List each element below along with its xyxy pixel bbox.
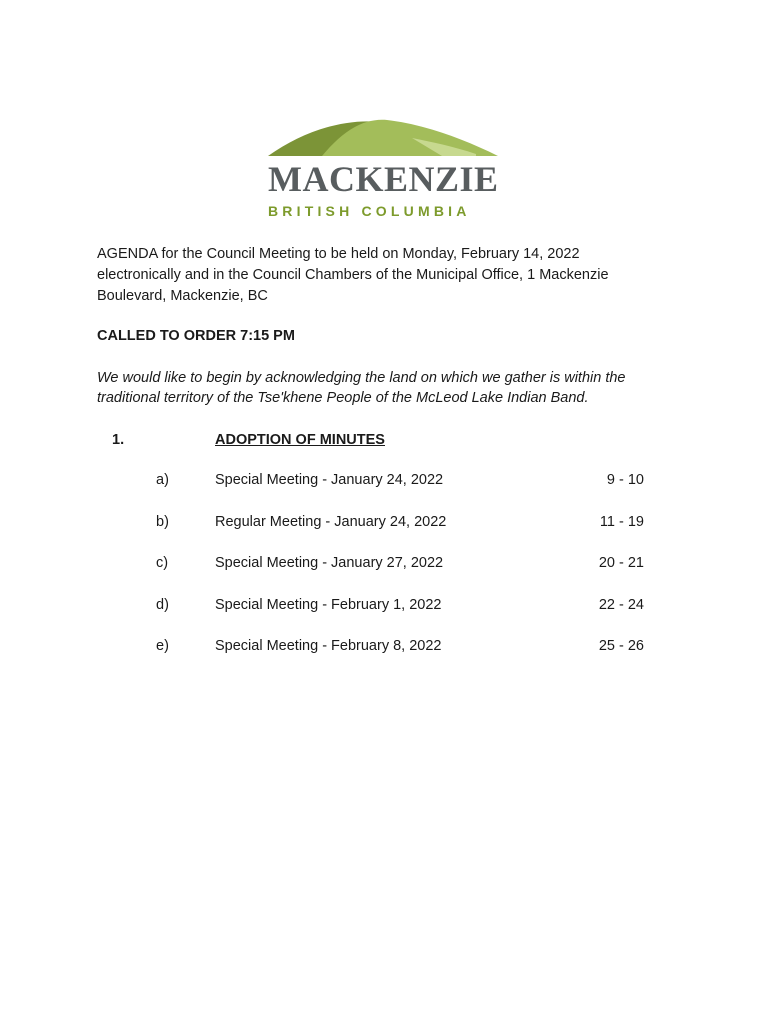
hills-graphic	[262, 112, 512, 162]
item-text: Special Meeting - February 8, 2022	[215, 638, 442, 654]
item-text: Special Meeting - January 24, 2022	[215, 472, 444, 488]
item-pages: 20 - 21	[598, 555, 644, 571]
agenda-items-list	[0, 470, 770, 678]
mackenzie-logo	[262, 112, 512, 222]
item-pages: 9 - 10	[606, 472, 644, 488]
item-letter: e)	[156, 638, 169, 654]
land-acknowledgement: We would like to begin by acknowledging the land on which we gather is within the traditional territory of the Tse'khene People of the McLeod Lake Indian Band.	[97, 370, 626, 406]
item-letter: b)	[156, 513, 169, 530]
agenda-item	[0, 636, 770, 678]
section-title: ADOPTION OF MINUTES	[215, 432, 385, 448]
item-letter: d)	[156, 596, 169, 613]
section-number: 1.	[112, 432, 125, 448]
item-text: Regular Meeting - January 24, 2022	[215, 513, 447, 530]
item-pages: 22 - 24	[598, 596, 644, 613]
item-letter: c)	[156, 555, 169, 571]
agenda-item	[0, 512, 770, 554]
agenda-item	[0, 595, 770, 637]
item-letter: a)	[156, 472, 169, 488]
item-text: Special Meeting - February 1, 2022	[215, 596, 442, 613]
agenda-intro: AGENDA for the Council Meeting to be held on Monday, February 14, 2022 electronically and in the Council Chambers of the Municipal Office, 1 Mackenzie Boulevard, Mackenzie, BC	[97, 246, 609, 304]
logo-subtitle: BRITISH COLUMBIA	[268, 203, 471, 219]
logo-name: MACKENZIE	[268, 159, 499, 199]
item-pages: 25 - 26	[598, 638, 644, 654]
called-to-order: CALLED TO ORDER 7:15 PM	[97, 328, 295, 344]
agenda-item	[0, 553, 770, 595]
item-text: Special Meeting - January 27, 2022	[215, 555, 444, 571]
agenda-item	[0, 470, 770, 512]
item-pages: 11 - 19	[599, 513, 644, 530]
